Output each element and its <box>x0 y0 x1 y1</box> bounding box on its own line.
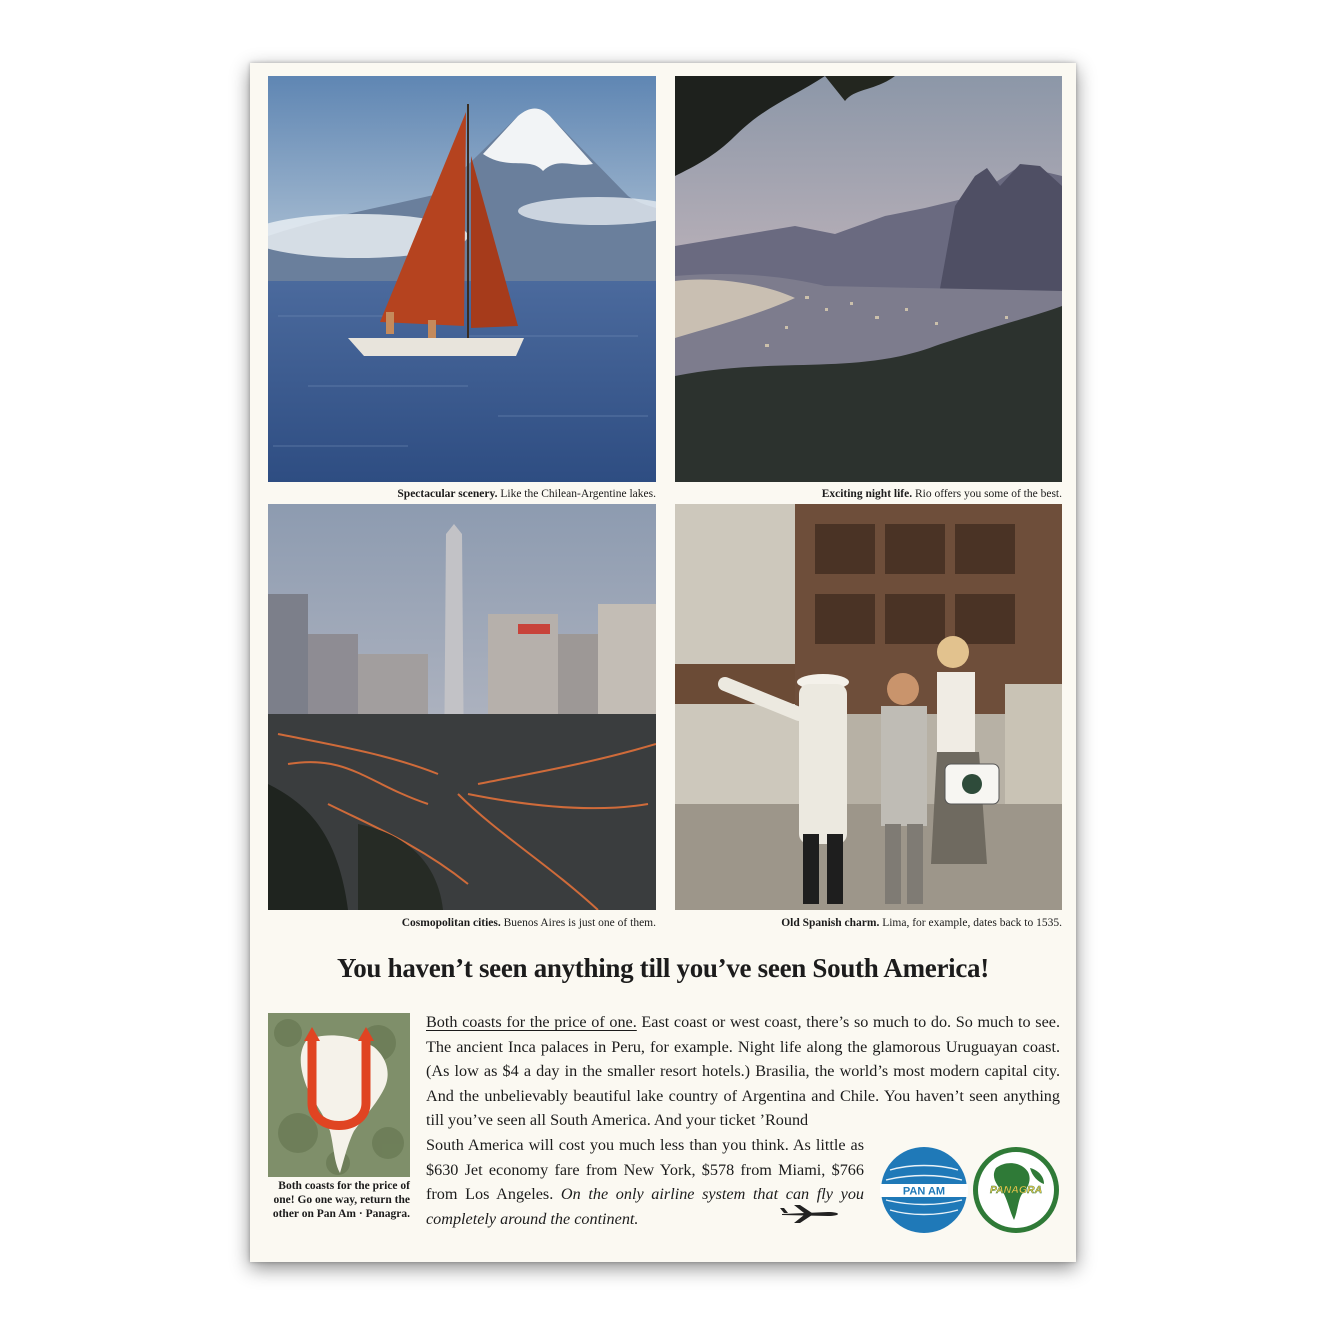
caption-bold: Spectacular scenery. <box>397 488 498 500</box>
south-america-map-icon <box>268 1013 410 1177</box>
map-caption: Both coasts for the price of one! Go one way, return the other on Pan Am · Panagra. <box>272 1180 410 1220</box>
lima-tourists-photo <box>675 504 1062 910</box>
caption-bold: Old Spanish charm. <box>781 917 880 929</box>
pan-am-logo <box>880 1146 968 1234</box>
photo-caption-spanish-charm <box>781 916 1062 930</box>
sailboat-lake-photo <box>268 76 656 482</box>
body-text: East coast or west coast, there’s so much to do. So much to see. The ancient Inca palaces in Peru, for example. Night life along the glamorous Uruguayan coast. (As low as $4 a day in the smaller resort hotels.) Brasilia, the world’s most modern capital city. And the unbelievably beautiful lake country of Argentina and Chile. You haven’t seen anything till you’ve seen all South America. And your ticket ’Round <box>426 1013 1060 1130</box>
caption-bold: Exciting night life. <box>821 488 913 500</box>
photo-caption-night-life <box>822 487 1062 501</box>
panagra-logo-text: PANAGRA <box>989 1184 1043 1196</box>
body-lead: Both coasts for the price of one. <box>426 1013 637 1031</box>
rio-night-photo <box>675 76 1062 482</box>
body-paragraph <box>426 1010 1060 1133</box>
caption-text: Like the Chilean-Argentine lakes. <box>500 488 656 500</box>
headline: You haven’t seen anything till you’ve seen South America! <box>337 953 989 983</box>
photo-caption-cities <box>402 916 656 930</box>
pan-am-logo-text: PAN AM <box>902 1185 946 1198</box>
caption-text: Buenos Aires is just one of them. <box>503 917 656 929</box>
caption-text: Rio offers you some of the best. <box>914 488 1062 500</box>
buenos-aires-photo <box>268 504 656 910</box>
caption-bold: Cosmopolitan cities. <box>401 917 501 929</box>
fare-text: South America will cost you much less than you think. As little as $630 Jet economy fare from New York, $578 from Miami, $766 from Los Angeles. <box>426 1135 864 1204</box>
advertisement-page <box>250 63 1076 1262</box>
panagra-logo <box>972 1146 1060 1234</box>
photo-caption-scenery <box>397 487 656 501</box>
caption-text: Lima, for example, dates back to 1535. <box>882 917 1062 929</box>
jet-airplane-icon <box>780 1203 840 1225</box>
closing-italic: On the only airline system that can fly you completely around the continent. <box>426 1185 865 1228</box>
